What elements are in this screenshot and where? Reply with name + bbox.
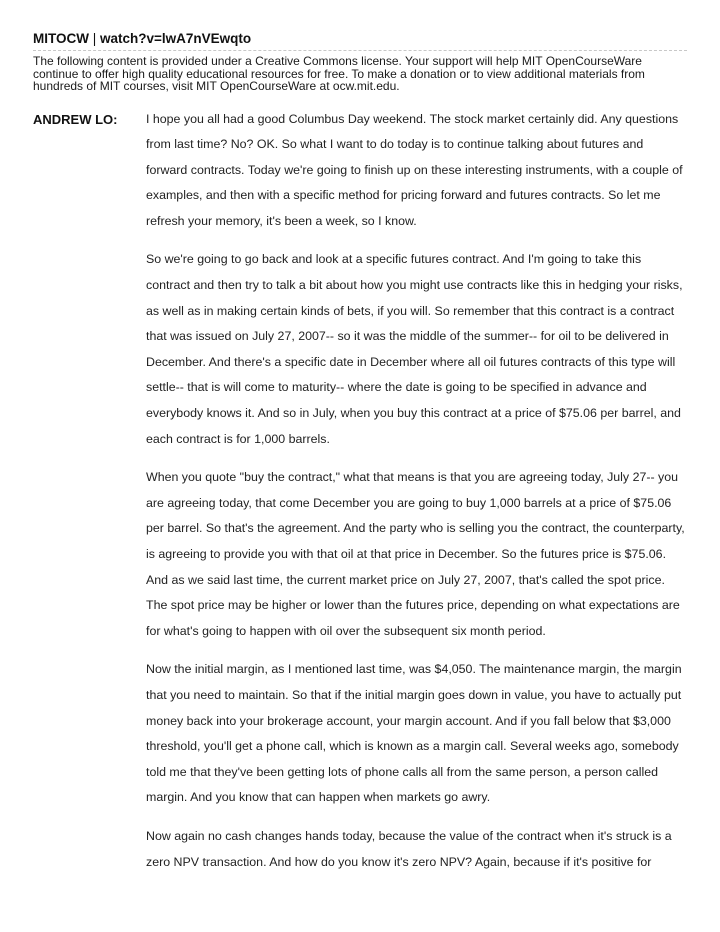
transcript-paragraph: Now again no cash changes hands today, because the value of the contract when it's struck is a zero NPV transaction. And how do you know it's zero NPV? Again, because if it's positive for	[146, 828, 672, 869]
transcript-body	[146, 107, 687, 876]
transcript-paragraph: So we're going to go back and look at a specific futures contract. And I'm going to take this contract and then try to talk a bit about how you might use contracts like this in hedging your risks, as well as in making certain kinds of bets, if you will. So remember that this contract is a contract that was issued on July 27, 2007-- so it was the middle of the summer-- for oil to be delivered in December. And there's a specific date in December where all oil futures contracts of this type will settle-- that is will come to maturity-- where the date is going to be specified in advance and everybody knows it. And so in July, when you buy this contract at a price of $75.06 per barrel, and each contract is for 1,000 barrels.	[146, 252, 683, 446]
document-title-main: MITOCW	[33, 31, 89, 46]
document-title	[33, 31, 687, 47]
transcript-paragraph: Now the initial margin, as I mentioned last time, was $4,050. The maintenance margin, the margin that you need to maintain. So that if the initial margin goes down in value, you have to actually put money back into your brokerage account, your margin account. And if you fall below that $3,000 threshold, you'll get a phone call, which is known as a margin call. Several weeks ago, somebody told me that they've been getting lots of phone calls all from the same person, a person called margin. And you know that can happen when markets go awry.	[146, 662, 682, 805]
transcript-page	[33, 31, 687, 888]
transcript-paragraph: When you quote "buy the contract," what that means is that you are agreeing today, July 27-- you are agreeing today, that come December you are going to buy 1,000 barrels at a price of $75.06 per barrel. So that's the agreement. And the party who is selling you the contract, the counterparty, is agreeing to provide you with that oil at that price in December. So the futures price is $75.06. And as we said last time, the current market price on July 27, 2007, that's called the spot price. The spot price may be higher or lower than the futures price, depending on what expectations are for what's going to happen with oil over the subsequent six month period.	[146, 470, 685, 638]
document-title-separator: |	[89, 31, 101, 46]
speaker-label: ANDREW LO:	[33, 111, 118, 127]
document-title-video-id: watch?v=lwA7nVEwqto	[100, 31, 252, 46]
transcript-paragraph: I hope you all had a good Columbus Day weekend. The stock market certainly did. Any questions from last time? No? OK. So what I want to do today is to continue talking about futures and forward contracts. Today we're going to finish up on these interesting instruments, with a couple of examples, and then with a specific method for pricing forward and futures contracts. So let me refresh your memory, it's been a week, so I know.	[146, 111, 683, 228]
transcript-section	[33, 107, 687, 876]
license-notice: The following content is provided under a Creative Commons license. Your support will help MIT OpenCourseWare continue to offer high quality educational resources for free. To make a donation or to view additional materials from hundreds of MIT courses, visit MIT OpenCourseWare at ocw.mit.edu.	[33, 54, 645, 93]
header-divider	[33, 50, 687, 51]
